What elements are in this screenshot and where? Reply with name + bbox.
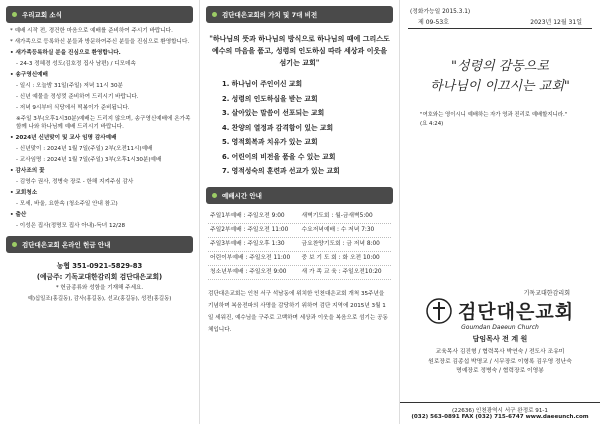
theme-line-1: "성령의 감동으로 (450, 59, 550, 74)
church-logo (400, 297, 600, 324)
staff-list (400, 344, 600, 377)
news-column (0, 0, 200, 424)
bulletin-header (408, 15, 592, 29)
verse (400, 107, 600, 133)
worship-section-header (206, 187, 393, 204)
worship-time: 수요저녁예배 : 수 저녁 7:30 (301, 226, 375, 233)
news-section-header (6, 6, 193, 23)
denomination: 기독교대한감리회 (523, 290, 570, 297)
contact-info: (032) 563-0891 FAX (032) 715-6747 www.daeeunch.com (411, 414, 589, 420)
offering-info (0, 257, 199, 309)
news-item: - 김영수 권사, 정병숙 장로 - 한해 지켜주심 감사 (16, 179, 134, 185)
worship-row (208, 224, 391, 238)
staff-line: 교육목사 김진형 / 협력목사 박연숙 / 전도사 조유미 (435, 349, 565, 355)
news-item: - 신년 예물을 정성껏 준비하여 드리시기 바랍니다. (16, 94, 139, 100)
news-item: • 감사조의 꽃 (10, 168, 45, 174)
church-history: 검단대은교회는 인천 서구 석남동에 위치한 인천대은교회 개척 35주년을 기념하며 복음전파의 사명을 감당하기 위하여 검단 지역에 2015년 3월 1일 세워진, 예수님을 구주로 고백하며 세상과 이웃을 복음으로 섬기는 공동체입니다. (208, 290, 388, 333)
staff-line: 명예장로 정병숙 / 협력장로 이영봉 (456, 368, 544, 374)
news-item: - 이성은 집사(정명모 집사 아내)-득녀 12/28 (16, 223, 126, 229)
worship-time: 주일2부예배 : 주일오전 11:00 (210, 226, 289, 233)
worship-row (208, 252, 391, 266)
worship-time: 청소년부예배 : 주일오전 9:00 (210, 268, 287, 275)
news-list (0, 27, 199, 230)
news-item: - 24-3 정혜경 성도(김호정 집사 남편) / 디모데속 (16, 61, 136, 67)
church-name: 검단대은교회 (457, 301, 575, 323)
bullet-icon (212, 12, 217, 17)
offering-title: 검단대은교회 온라인 헌금 안내 (22, 241, 111, 249)
bullet-icon (12, 242, 17, 247)
church-logo-block (400, 288, 600, 377)
vision-title: 검단대은교회의 가치 및 7대 비전 (222, 11, 318, 19)
theme-text (400, 29, 600, 107)
issue-date: 2023년 12월 31일 (530, 19, 582, 26)
cover-column (400, 0, 600, 424)
vision-item: 3. 살아있는 말씀이 선포되는 교회 (222, 109, 325, 117)
church-contact (400, 402, 600, 420)
news-item: - 일시 : 오늘밤 31일(주일) 저녁 11시 30분 (16, 83, 123, 89)
vision-quote: "하나님의 뜻과 하나님의 방식으로 하나님의 때에 그리스도 예수의 마음을 품고, 성령의 인도하심 따라 세상과 이웃을 섬기는 교회" (209, 34, 390, 67)
theme-line-2: 하나님이 이끄시는 교회" (430, 79, 570, 94)
vision-item: 6. 어린이의 비전을 품을 수 있는 교회 (222, 152, 336, 161)
issue-number: 제 09-53호 (418, 19, 449, 26)
vision-item: 7. 영적성숙의 훈련과 선교가 있는 교회 (222, 167, 340, 175)
news-item: • 송구영신예배 (10, 72, 48, 78)
vision-column (200, 0, 400, 424)
church-english-name: Goumdan Daeeun Church (461, 324, 539, 331)
vision-item: 5. 영적회복과 치유가 있는 교회 (222, 138, 318, 146)
worship-row (208, 210, 391, 224)
worship-time: 주일1부예배 : 주일오전 9:00 (210, 212, 285, 219)
worship-time: 어린이부예배 : 주일오전 11:00 (210, 254, 291, 261)
worship-schedule (200, 208, 399, 282)
news-item: - 신년맞이 : 2024년 1월 7일(주일) 2부(오전11시)예배 (16, 146, 153, 152)
worship-title: 예배시간 안내 (222, 191, 262, 200)
verse-reference: (요 4:24) (420, 121, 444, 127)
verse-text: "여호와는 영이시니 예배하는 자가 영과 진리로 예배할지니라." (420, 112, 568, 118)
offering-note: * 헌금종류와 성함을 기재해 주세요. (55, 285, 144, 291)
news-item: - 모세, 바울, 요한속 (청소주일 안내 참고) (16, 201, 118, 207)
news-item: • 교회청소 (10, 190, 38, 196)
senior-pastor: 담임목사 전 계 원 (472, 335, 528, 343)
news-title: 우리교회 소식 (22, 11, 62, 19)
worship-row (208, 266, 391, 280)
bullet-icon (12, 12, 17, 17)
bank-account: 농협 351-0921-5829-83 (56, 262, 143, 270)
news-item: ※주일 3부(오후1시30분)예배는 드리지 않으며, 송구영신예배에 온가족 함께 나와 하나님께 예배 드리시기 바랍니다. (16, 116, 191, 130)
cross-flame-logo-icon (426, 298, 452, 324)
staff-line: 원로장로 김종섭 박명교 / 시무장로 이형록 김우영 정난숙 (428, 358, 572, 365)
worship-time: 새벽기도회 : 월-금새벽5:00 (301, 212, 373, 219)
offering-example: 예)십일조(홍길동), 감사(홍길동), 선교(홍길동), 성전(홍길동) (27, 296, 172, 302)
vision-list (200, 75, 399, 181)
news-item: * 새가족으로 등록하신 분들과 방문하여주신 분들을 진심으로 환영합니다. (10, 39, 190, 45)
news-item: • 새가족등록하실 분을 진심으로 환영합니다. (10, 50, 121, 56)
vision-item: 4. 찬양의 열정과 감격함이 있는 교회 (222, 123, 334, 132)
vision-item: 1. 하나님이 주인이신 교회 (222, 80, 303, 88)
vision-section-header (206, 6, 393, 23)
account-holder: (예금주: 기독교대한감리회 검단대은교회) (36, 273, 163, 281)
worship-time: 금요찬양기도회 : 금 저녁 8:00 (301, 240, 380, 247)
worship-time: 중 보 기 도 회 : 화 오전 10:00 (301, 254, 380, 261)
news-item: • 2024년 신년맞이 및 교사 임명 감사예배 (10, 135, 117, 141)
address: (22636) 인천광역시 서구 완정로 91-1 (451, 408, 548, 414)
worship-time: 주일3부예배 : 주일오후 1:30 (210, 240, 285, 247)
news-item: - 저녁 9시부터 식당에서 떡볶이가 준비됩니다. (16, 105, 130, 111)
worship-row (208, 238, 391, 252)
worship-time: 새 가 족 교 육 : 주일오전10:20 (301, 268, 382, 275)
vision-item: 2. 성령의 인도하심을 받는 교회 (222, 94, 318, 103)
news-item: • 출산 (10, 212, 27, 218)
offering-section-header (6, 236, 193, 253)
news-item: - 교사임명 : 2024년 1월 7일(주일) 3부(오후1시30분)예배 (16, 157, 162, 163)
news-item: * 예배 시작 전, 경건한 마음으로 예배를 준비하여 주시기 바랍니다. (10, 28, 173, 34)
registration-date: (정화가능일 2015.3.1) (410, 9, 471, 15)
bullet-icon (212, 193, 217, 198)
